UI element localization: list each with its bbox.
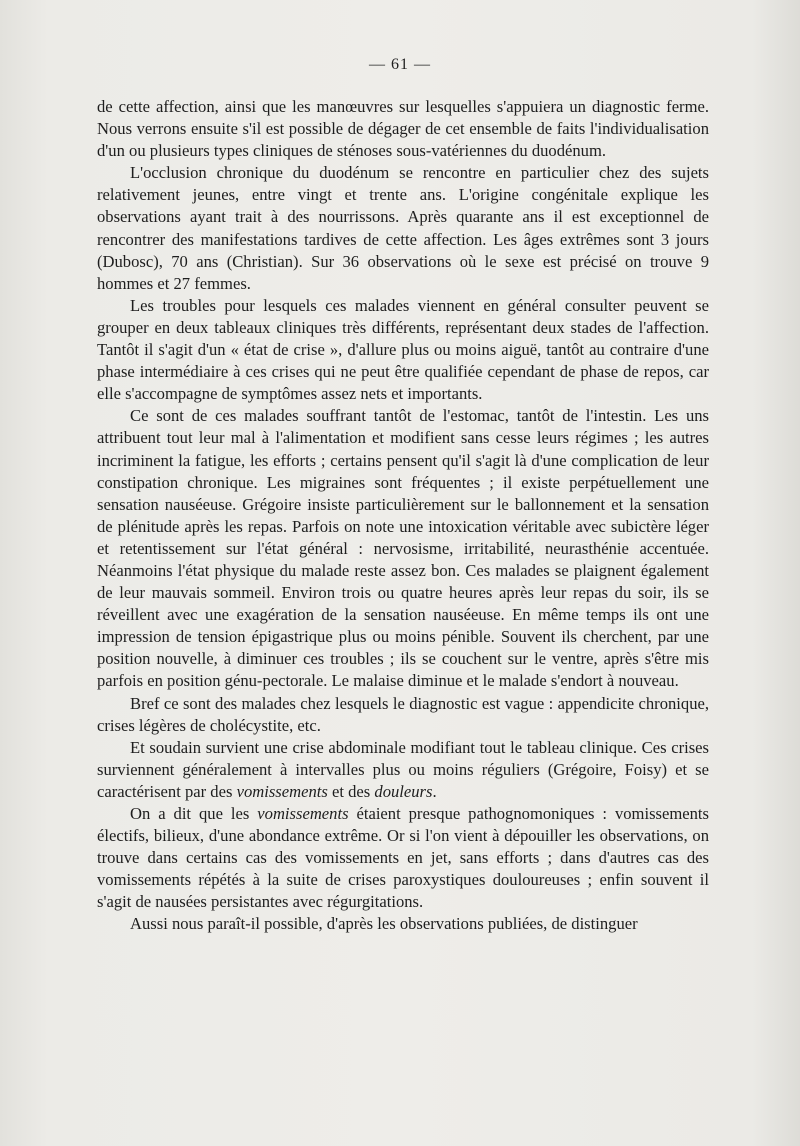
page-number: — 61 — (369, 56, 431, 73)
paragraph-8: Aussi nous paraît-il possible, d'après les observations publiées, de distinguer (130, 914, 638, 934)
paragraph-6-emphasis-1: vomissements (236, 781, 328, 801)
paragraph-2: L'occlusion chronique du duodénum se rencontre en particulier chez des sujets relativement jeunes, entre vingt et trente ans. L'origine congénitale explique les observations ayant trait à des nourrissons. Après quarante ans il est exceptionnel de rencontrer des manifestations tardives de cette affection. Les âges extrêmes sont 3 jours (Dubosc), 70 ans (Christian). Sur 36 observations où le sexe est précisé on trouve 9 hommes et 27 femmes. (97, 163, 709, 293)
paragraph-7 (97, 803, 709, 913)
paragraph-3: Les troubles pour lesquels ces malades viennent en général consulter peuvent se grouper en deux tableaux cliniques très différents, représentant deux stades de l'affection. Tantôt il s'agit d'un « état de crise », d'allure plus ou moins aiguë, tantôt au contraire d'une phase intermédiaire à ces crises qui ne peut être qualifiée cependant de phase de repos, car elle s'accompagne de symptômes assez nets et importants. (97, 295, 709, 404)
body-text (97, 96, 709, 936)
paragraph-6-tail: . (432, 781, 437, 801)
paragraph-1: de cette affection, ainsi que les manœuvres sur lesquelles s'appuiera un diagnostic ferme. Nous verrons ensuite s'il est possible de dégager de cet ensemble de faits l'individualisation d'un ou plusieurs types cliniques de sténoses sous-vatériennes du duodénum. (97, 97, 709, 161)
paragraph-4: Ce sont de ces malades souffrant tantôt de l'estomac, tantôt de l'intestin. Les uns attribuent tout leur mal à l'alimentation et modifient sans cesse leurs régimes ; les autres incriminent la fatigue, les efforts ; certains pensent qu'il s'agit là d'une complication de leur constipation chronique. Les migraines sont fréquentes ; il existe perpétuellement une sensation nauséeuse. Grégoire insiste particulièrement sur le ballonnement et la sensation de plénitude après les repas. Parfois on note une intoxication véritable avec subictère léger et retentissement sur l'état général : nervosisme, irritabilité, neurasthénie accentuée. Néanmoins l'état physique du malade reste assez bon. Ces malades se plaignent également de leur mauvais sommeil. Environ trois ou quatre heures après leur repas du soir, ils se réveillent avec une exagération de la sensation nauséeuse. En même temps ils ont une impression de tension épigastrique plus ou moins pénible. Souvent ils cherchent, par une position nouvelle, à diminuer ces troubles ; ils se couchent sur le ventre, après s'être mis parfois en position génu-pectorale. Le malaise diminue et le malade s'endort à nouveau. (97, 406, 709, 691)
paragraph-7-pre: On a dit que les (130, 804, 258, 823)
paragraph-6-mid: et des (327, 781, 375, 801)
paragraph-5: Bref ce sont des malades chez lesquels le diagnostic est vague : appendicite chronique, crises légères de cholécystite, etc. (97, 693, 709, 735)
paragraph-7-text: étaient presque pathognomoniques : vomissements électifs, bilieux, d'une abondance extrême. Or si l'on vient à dépouiller les observations, on trouve dans certains cas des vomissements en jet, sans efforts ; dans d'autres cas des vomissements répétés à la suite de crises paroxystiques douloureuses ; enfin souvent il s'agit de nausées persistantes avec régurgitations. (97, 804, 709, 912)
paragraph-7-emphasis: vomissements (257, 804, 349, 823)
paragraph-6-text: Et soudain survient une crise abdominale modifiant tout le tableau clinique. Ces crises surviennent généralement à intervalles plus ou moins réguliers (Grégoire, Foisy) et se caractérisent par des (97, 737, 709, 801)
paragraph-6-emphasis-2: douleurs (374, 781, 433, 801)
paragraph-6 (97, 737, 709, 803)
